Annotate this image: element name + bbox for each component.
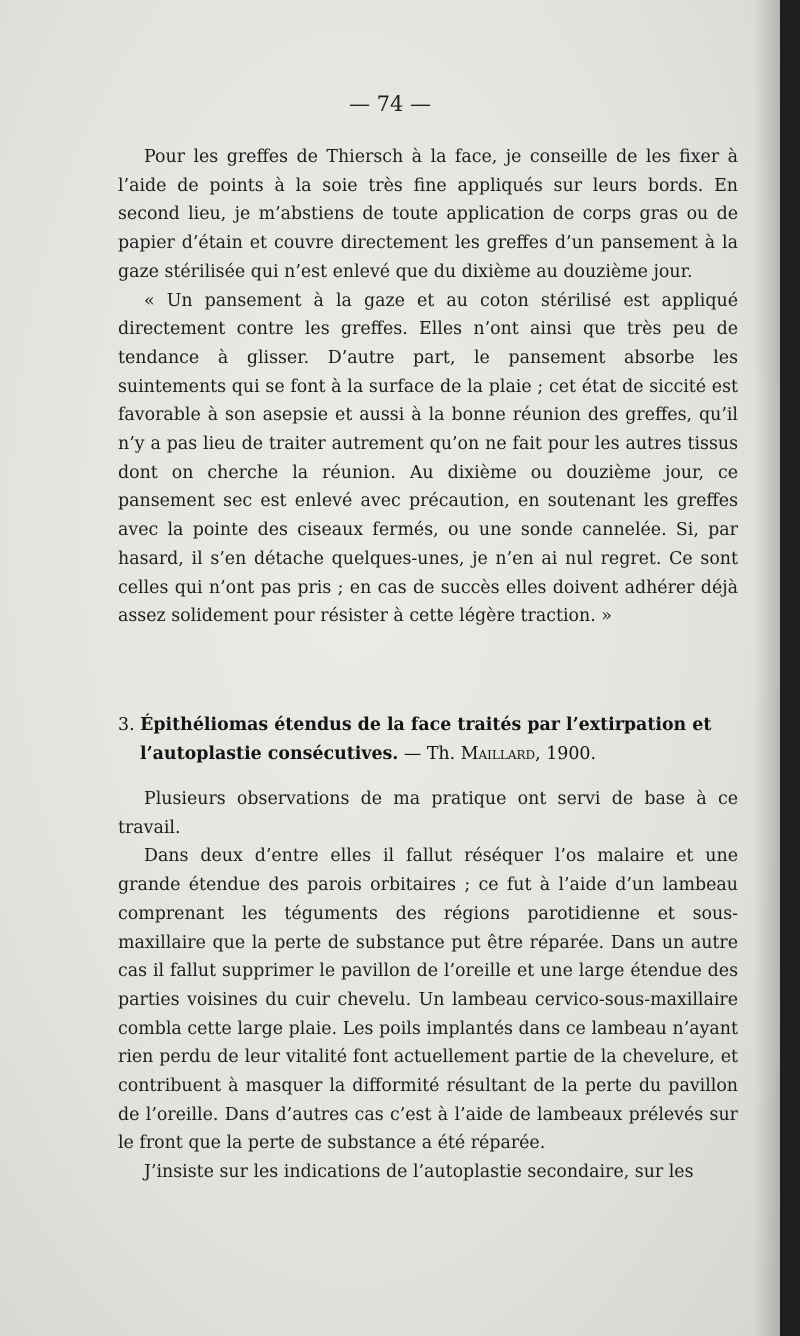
page-number: — 74 — bbox=[348, 92, 432, 116]
section-heading bbox=[118, 711, 742, 769]
paragraph: Plusieurs observations de ma pratique ont servi de base à ce travail. bbox=[118, 789, 738, 838]
paragraph: « Un pansement à la gaze et au coton stérilisé est appliqué directement contre les greffes. Elles n’ont ainsi que très peu de tendance à glisser. D’autre part, le pansement absorbe les suintements qui se font à la surface de la plaie ; cet état de siccité est favorable à son asepsie et aussi à la bonne réunion des greffes, qu’il n’y a pas lieu de traiter autrement qu’on ne fait pour les autres tissus dont on cherche la réunion. Au dixième ou douzième jour, ce pansement sec est enlevé avec précaution, en soutenant les greffes avec la pointe des ciseaux fermés, ou une sonde cannelée. Si, par hasard, il s’en détache quelques-unes, je n’en ai nul regret. Ce sont celles qui n’ont pas pris ; en cas de succès elles doivent adhérer déjà assez solidement pour résister à cette légère traction. » bbox=[118, 290, 738, 627]
section-body-text bbox=[118, 785, 738, 1187]
author-name: Maillard bbox=[460, 744, 536, 764]
section-title-line2: l’autoplastie consécutives. bbox=[140, 744, 399, 764]
paragraph: J’insiste sur les indications de l’autoplastie secondaire, sur les bbox=[144, 1162, 694, 1183]
paragraph: Pour les greffes de Thiersch à la face, je conseille de les fixer à l’aide de points à la soie très fine appliqués sur leurs bords. En second lieu, je m’abstiens de toute application de corps gras ou de papier d’étain et couvre directement les greffes d’un pansement à la gaze stérilisée qui n’est enlevé que du dixième au douzième jour. bbox=[118, 147, 738, 282]
author-prefix: — Th. bbox=[403, 744, 456, 764]
page-edge-shadow bbox=[754, 0, 780, 1336]
section-number: 3. bbox=[118, 715, 135, 735]
publication-year: , 1900. bbox=[535, 744, 597, 764]
section-title-continuation bbox=[118, 740, 742, 769]
paragraph: Dans deux d’entre elles il fallut réséquer l’os malaire et une grande étendue des parois orbitaires ; ce fut à l’aide d’un lambeau comprenant les téguments des régions parotidienne et sous-maxillaire que la perte de substance put être réparée. Dans un autre cas il fallut supprimer le pavillon de l’oreille et une large étendue des parties voisines du cuir chevelu. Un lambeau cervico-sous-maxillaire combla cette large plaie. Les poils implantés dans ce lambeau n’ayant rien perdu de leur vitalité font actuellement partie de la chevelure, et contribuent à masquer la difformité résultant de la perte du pavillon de l’oreille. Dans d’autres cas c’est à l’aide de lambeaux prélevés sur le front que la perte de substance a été réparée. bbox=[118, 846, 738, 1154]
previous-section-text bbox=[118, 143, 738, 631]
section-title-line1: Épithéliomas étendus de la face traités par l’extirpation et bbox=[140, 715, 712, 735]
